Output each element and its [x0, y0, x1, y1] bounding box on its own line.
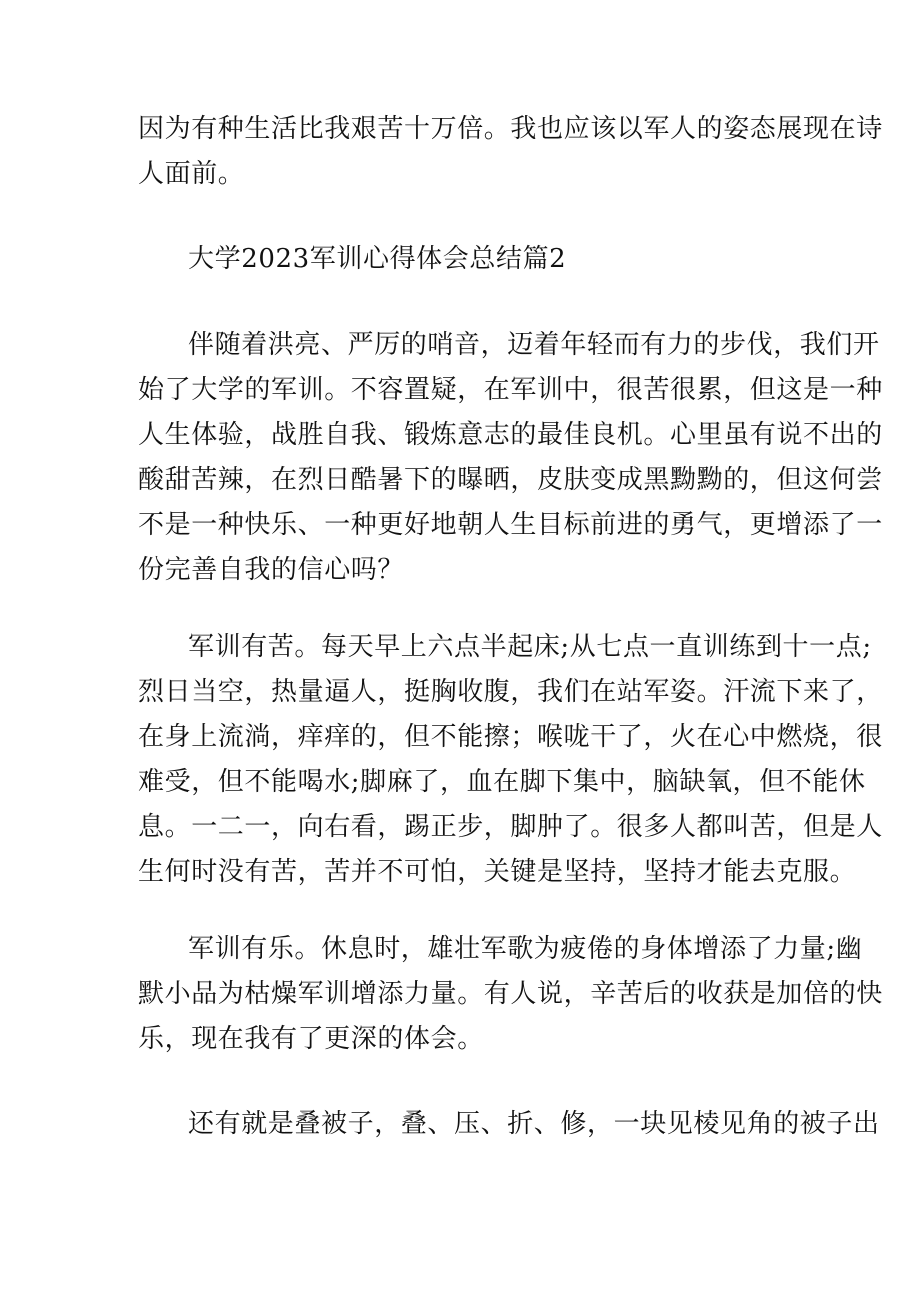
paragraph-line: 息。一二一，向右看，踢正步，脚肿了。很多人都叫苦，但是人	[138, 812, 883, 842]
paragraph-line: 乐，现在我有了更深的体会。	[138, 1024, 484, 1054]
paragraph-line: 伴随着洪亮、严厉的哨音，迈着年轻而有力的步伐，我们开	[188, 330, 880, 360]
paragraph-line: 还有就是叠被子，叠、压、折、修，一块见棱见角的被子出	[188, 1109, 880, 1139]
paragraph-line: 生何时没有苦，苦并不可怕，关键是坚持，坚持才能去克服。	[138, 857, 857, 887]
paragraph-line: 难受，但不能喝水;脚麻了，血在脚下集中，脑缺氧，但不能休	[138, 767, 866, 797]
paragraph-line: 不是一种快乐、一种更好地朝人生目标前进的勇气，更增添了一	[138, 510, 883, 540]
intro-line: 人面前。	[138, 159, 245, 189]
paragraph-line: 烈日当空，热量逼人，挺胸收腹，我们在站军姿。汗流下来了，	[138, 677, 883, 707]
paragraph-line: 在身上流淌，痒痒的，但不能擦；喉咙干了，火在心中燃烧，很	[138, 722, 883, 752]
paragraph-line: 份完善自我的信心吗？	[138, 555, 405, 585]
paragraph-line: 人生体验，战胜自我、锻炼意志的最佳良机。心里虽有说不出的	[138, 420, 883, 450]
paragraph-line: 军训有苦。每天早上六点半起床;从七点一直训练到十一点;	[188, 632, 872, 662]
paragraph-line: 军训有乐。休息时，雄壮军歌为疲倦的身体增添了力量;幽	[188, 934, 863, 964]
intro-line: 因为有种生活比我艰苦十万倍。我也应该以军人的姿态展现在诗	[138, 114, 883, 144]
paragraph-line: 默小品为枯燥军训增添力量。有人说，辛苦后的收获是加倍的快	[138, 979, 883, 1009]
section-heading: 大学2023军训心得体会总结篇2	[188, 244, 567, 274]
paragraph-line: 始了大学的军训。不容置疑，在军训中，很苦很累，但这是一种	[138, 375, 883, 405]
paragraph-line: 酸甜苦辣，在烈日酷暑下的曝晒，皮肤变成黑黝黝的，但这何尝	[138, 465, 883, 495]
